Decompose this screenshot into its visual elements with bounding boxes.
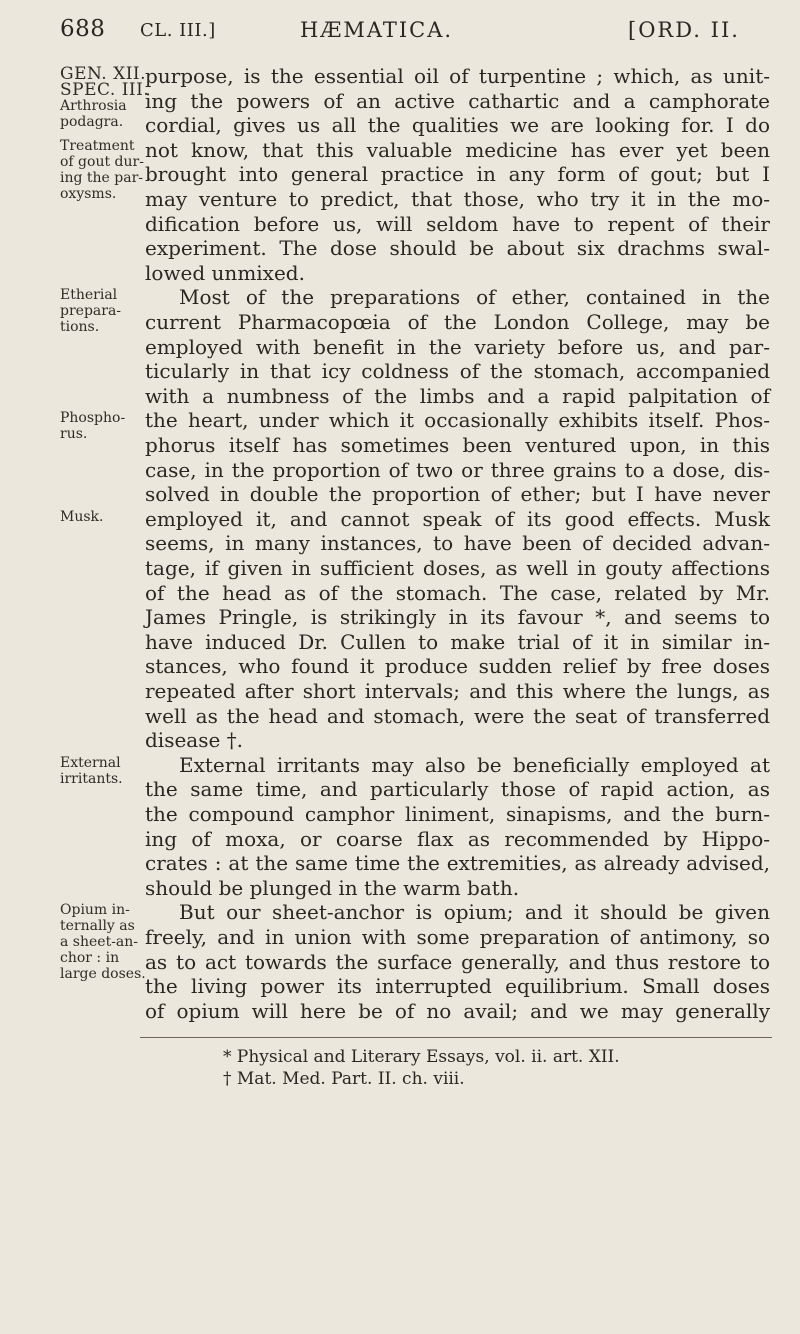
margin-note-treatment xyxy=(60,66,152,202)
margin-note-line: ing the par- xyxy=(60,170,144,186)
margin-note-line: Phospho- xyxy=(60,410,126,427)
body-text xyxy=(145,0,770,1334)
margin-note-line: Opium in- xyxy=(60,902,130,919)
text-line: cordial, gives us all the qualities we are looking for. I do xyxy=(145,113,770,138)
margin-note-line: of gout dur- xyxy=(60,154,144,170)
text-line: tage, if given in sufficient doses, as well in gouty affections xyxy=(145,556,770,580)
margin-note-line: External xyxy=(60,754,121,771)
margin-note-etherial xyxy=(60,287,152,335)
margin-note-line: podagra. xyxy=(60,114,124,130)
footnote-dagger: † Mat. Med. Part. II. ch. viii. xyxy=(223,1068,465,1089)
text-line: seems, in many instances, to have been of decided advan- xyxy=(145,531,770,556)
text-line: solved in double the proportion of ether; but I have never xyxy=(145,482,770,507)
margin-note-phosphorus xyxy=(60,410,152,442)
margin-note-line: prepara- xyxy=(60,303,122,320)
margin-note-external xyxy=(60,755,152,787)
text-line: crates : at the same time the extremities, as already advised, xyxy=(145,851,770,876)
margin-note-line: GEN. XII. xyxy=(60,64,147,84)
margin-note-line: Arthrosia xyxy=(60,98,127,114)
page-number: 688 xyxy=(60,16,106,42)
margin-notes xyxy=(0,0,150,1334)
text-line: have induced Dr. Cullen to make trial of it in similar in- xyxy=(145,629,770,654)
text-line: ing of moxa, or coarse flax as recommended by Hippo- xyxy=(145,826,770,851)
text-line: lowed unmixed. xyxy=(145,260,305,285)
margin-note-line: oxysms. xyxy=(60,186,117,202)
text-line: brought into general practice in any form of gout; but I xyxy=(145,162,770,187)
margin-note-line: rus. xyxy=(60,426,88,443)
text-line: stances, who found it produce sudden relief by free doses xyxy=(145,654,770,679)
order-label: [ORD. II. xyxy=(628,18,740,42)
margin-note-line: Treatment xyxy=(60,138,135,154)
margin-note-line: SPEC. III. xyxy=(60,80,150,100)
margin-note-line: chor : in xyxy=(60,950,120,967)
text-line: the heart, under which it occasionally exhibits itself. Phos- xyxy=(145,408,770,433)
margin-note-opium xyxy=(60,902,152,982)
text-line: External irritants may also be beneficially employed at xyxy=(179,752,770,777)
text-line: employed it, and cannot speak of its good effects. Musk xyxy=(145,506,770,531)
footnote-star: * Physical and Literary Essays, vol. ii. art. XII. xyxy=(223,1046,620,1067)
text-line: not know, that this valuable medicine has ever yet been xyxy=(145,137,770,162)
text-line: dification before us, will seldom have to repent of their xyxy=(145,211,770,236)
text-line: ticularly in that icy coldness of the stomach, accompanied xyxy=(145,359,770,384)
text-line: with a numbness of the limbs and a rapid palpitation of xyxy=(145,383,770,408)
text-line: disease †. xyxy=(145,728,244,753)
text-line: phorus itself has sometimes been ventured upon, in this xyxy=(145,433,770,457)
footnote-rule xyxy=(140,1037,772,1038)
text-line: current Pharmacopœia of the London College, may be xyxy=(145,310,770,334)
margin-note-line: tions. xyxy=(60,319,100,336)
text-line: should be plunged in the warm bath. xyxy=(145,875,520,900)
margin-note-musk xyxy=(60,509,152,525)
text-line: of opium will here be of no avail; and we may generally xyxy=(145,998,770,1023)
text-line: repeated after short intervals; and this where the lungs, as xyxy=(145,679,770,703)
text-line: purpose, is the essential oil of turpentine ; which, as unit- xyxy=(145,64,770,88)
text-line: James Pringle, is strikingly in its favour *, and seems to xyxy=(145,605,770,630)
text-line: the living power its interrupted equilibrium. Small doses xyxy=(145,974,770,999)
text-line: the compound camphor liniment, sinapisms, and the burn- xyxy=(145,802,770,826)
running-title: HÆMATICA. xyxy=(300,18,454,42)
text-line: the same time, and particularly those of rapid action, as xyxy=(145,777,770,802)
text-line: may venture to predict, that those, who try it in the mo- xyxy=(145,187,770,211)
margin-note-line: ternally as xyxy=(60,918,135,935)
text-line: of the head as of the stomach. The case, related by Mr. xyxy=(145,580,770,605)
text-line: as to act towards the surface generally, and thus restore to xyxy=(145,949,770,974)
text-line: case, in the proportion of two or three grains to a dose, dis- xyxy=(145,457,770,482)
margin-note-line: a sheet-an- xyxy=(60,934,139,951)
text-line: ing the powers of an active cathartic and a camphorate xyxy=(145,88,770,113)
class-label: CL. III.] xyxy=(140,20,216,41)
text-line: But our sheet-anchor is opium; and it should be given xyxy=(179,900,770,925)
text-line: experiment. The dose should be about six drachms swal- xyxy=(145,236,770,261)
margin-note-line: Musk. xyxy=(60,508,104,525)
text-line: well as the head and stomach, were the seat of transferred xyxy=(145,703,770,728)
text-line: Most of the preparations of ether, contained in the xyxy=(179,285,770,310)
margin-note-line: Etherial xyxy=(60,287,118,304)
margin-note-line: large doses. xyxy=(60,966,146,983)
text-line: employed with benefit in the variety before us, and par- xyxy=(145,334,770,359)
text-line: freely, and in union with some preparation of antimony, so xyxy=(145,925,770,949)
margin-note-line: irritants. xyxy=(60,770,123,787)
